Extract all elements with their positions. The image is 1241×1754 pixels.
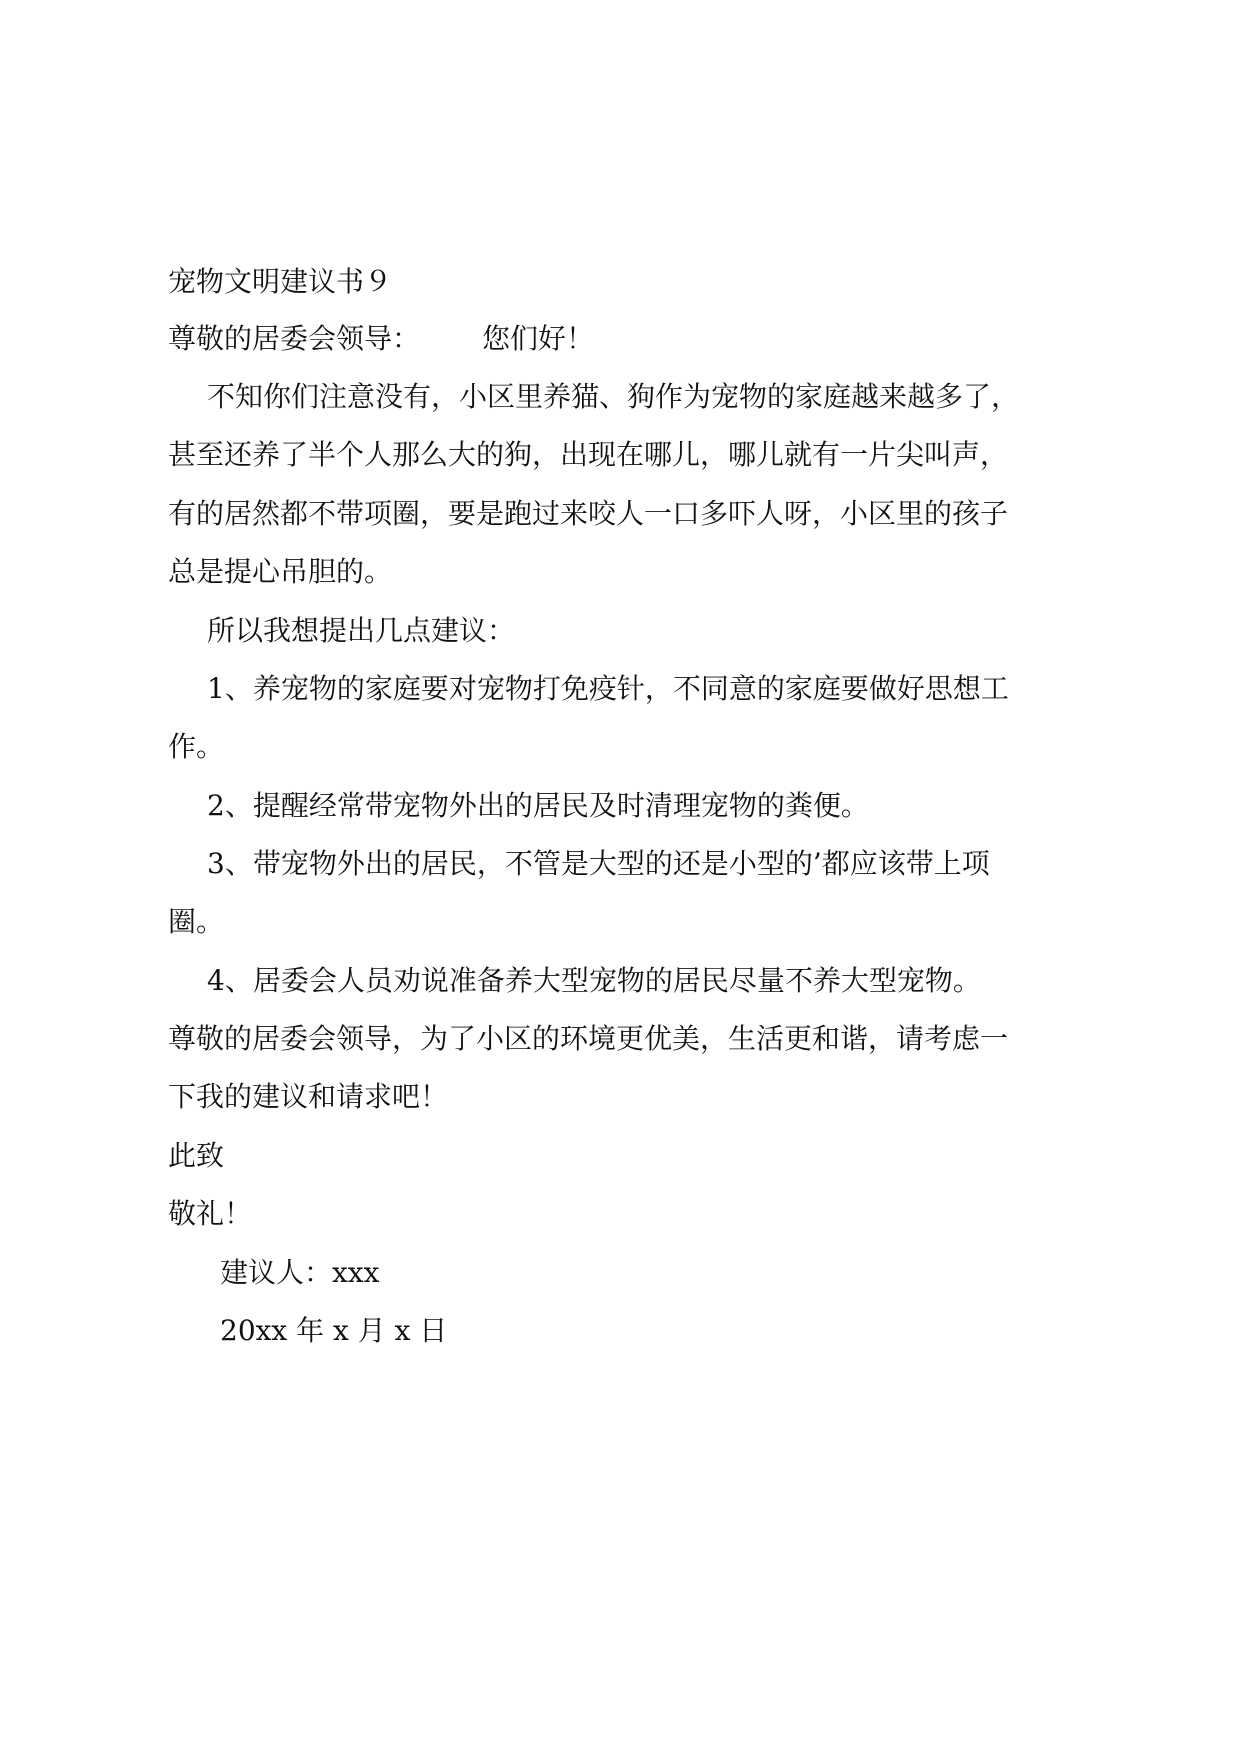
greeting-recipient: 尊敬的居委会领导： (168, 322, 421, 355)
signature-date: 20xx 年 x 月 x 日 (220, 1314, 448, 1347)
greeting-hello: 您们好！ (482, 322, 595, 355)
suggestion-3-line-1: 3、带宠物外出的居民，不管是大型的还是小型的’都应该带上项 (207, 847, 990, 880)
signature-proposer: 建议人：xxx (220, 1256, 380, 1289)
paragraph1-line-4: 总是提心吊胆的。 (168, 555, 393, 588)
suggestion-2: 2、提醒经常带宠物外出的居民及时清理宠物的粪便。 (207, 789, 869, 822)
greeting-line (168, 319, 594, 359)
closing-line-2: 下我的建议和请求吧！ (168, 1080, 449, 1113)
paragraph1-line-1: 不知你们注意没有，小区里养猫、狗作为宠物的家庭越来越多了， (207, 380, 1020, 413)
suggestion-3-line-2: 圈。 (168, 905, 225, 938)
sign-off-cizhi: 此致 (168, 1139, 225, 1172)
document-title: 宠物文明建议书９ (168, 265, 393, 298)
closing-line-1: 尊敬的居委会领导，为了小区的环境更优美，生活更和谐，请考虑一 (168, 1022, 1009, 1055)
suggestions-intro: 所以我想提出几点建议： (207, 614, 516, 647)
suggestion-1-line-1: 1、养宠物的家庭要对宠物打免疫针，不同意的家庭要做好思想工 (207, 672, 1009, 705)
suggestion-1-line-2: 作。 (168, 730, 225, 763)
paragraph1-line-2: 甚至还养了半个人那么大的狗，出现在哪儿，哪儿就有一片尖叫声， (168, 438, 1009, 471)
suggestion-4: 4、居委会人员劝说准备养大型宠物的居民尽量不养大型宠物。 (207, 964, 981, 997)
sign-off-jingli: 敬礼！ (168, 1197, 253, 1230)
paragraph1-line-3: 有的居然都不带项圈，要是跑过来咬人一口多吓人呀，小区里的孩子 (168, 497, 1009, 530)
